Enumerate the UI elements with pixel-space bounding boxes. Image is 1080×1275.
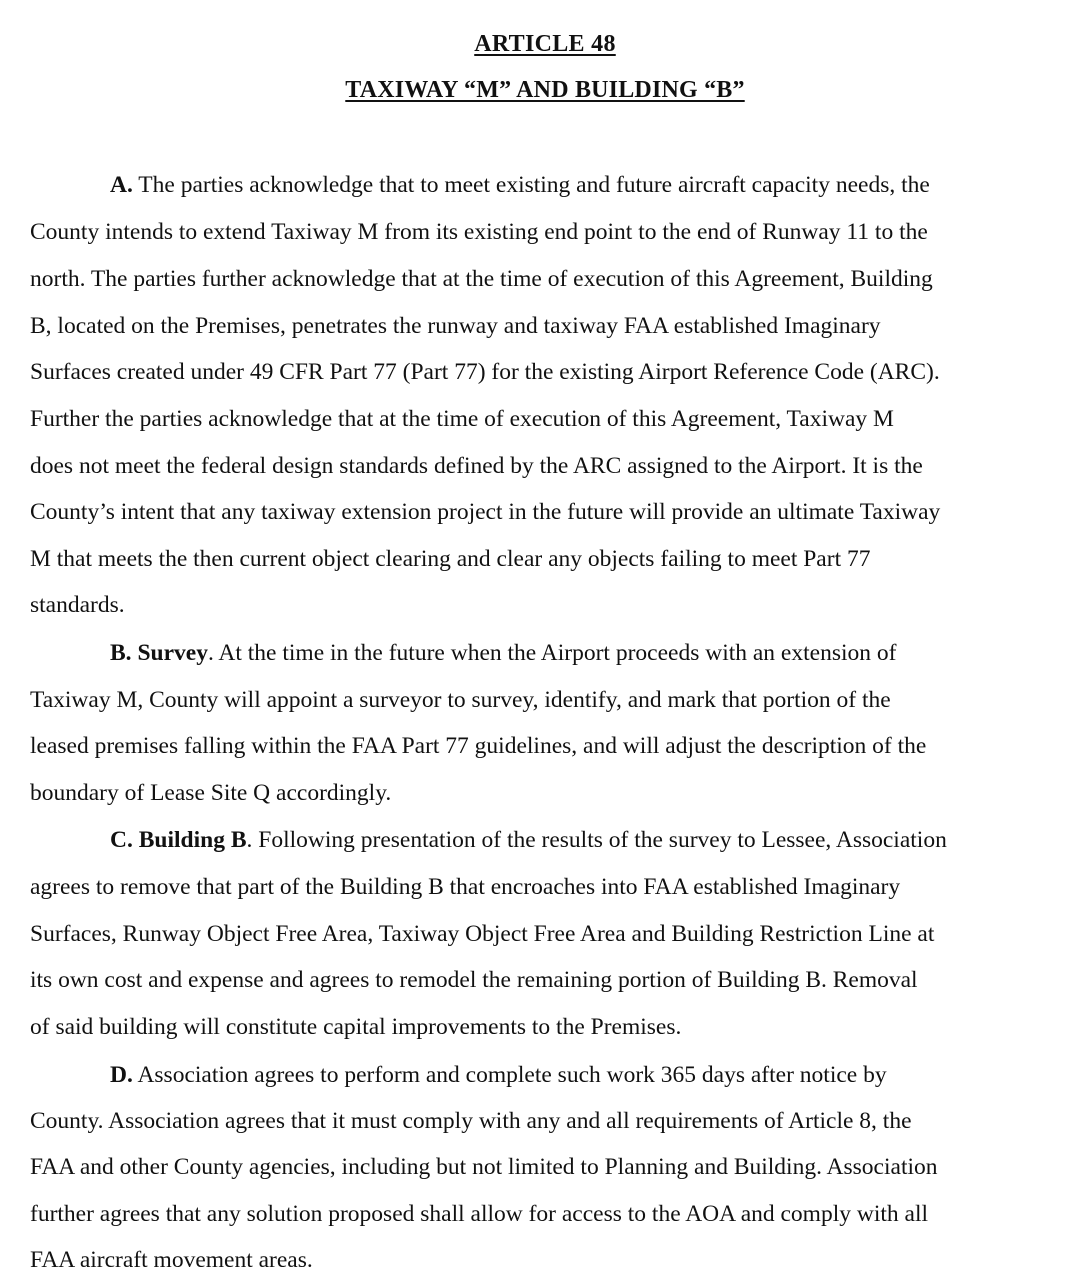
article-subtitle: TAXIWAY “M” AND BUILDING “B” — [345, 77, 745, 103]
section-a-line-5: Surfaces created under 49 CFR Part 77 (Part 77) for the existing Airport Reference Code (ARC). — [30, 359, 940, 385]
section-a-line-1: A. The parties acknowledge that to meet existing and future aircraft capacity needs, the — [110, 172, 930, 198]
section-a-line-8: County’s intent that any taxiway extension project in the future will provide an ultimate Taxiway — [30, 499, 941, 525]
section-b-line-2: Taxiway M, County will appoint a surveyor to survey, identify, and mark that portion of the — [30, 687, 891, 713]
section-a-line-10: standards. — [30, 592, 125, 618]
section-c-label: C. — [110, 827, 133, 853]
article-title: ARTICLE 48 — [474, 31, 616, 57]
section-b-heading: Survey — [137, 640, 208, 666]
section-c-line-1: C. Building B. Following presentation of the results of the survey to Lessee, Association — [110, 827, 947, 853]
section-d-line-1: D. Association agrees to perform and complete such work 365 days after notice by — [110, 1062, 887, 1088]
section-a-line-9: M that meets the then current object clearing and clear any objects failing to meet Part 77 — [30, 546, 871, 572]
section-d-line-4: further agrees that any solution proposed shall allow for access to the AOA and comply with all — [30, 1201, 929, 1227]
section-c-line-2: agrees to remove that part of the Building B that encroaches into FAA established Imaginary — [30, 874, 901, 900]
section-d-line-3: FAA and other County agencies, including but not limited to Planning and Building. Association — [30, 1154, 938, 1180]
section-d-line-5: FAA aircraft movement areas. — [30, 1247, 313, 1273]
section-c-heading: Building B — [138, 827, 247, 853]
section-b-line-3: leased premises falling within the FAA Part 77 guidelines, and will adjust the description of the — [30, 733, 927, 759]
section-d-line-2: County. Association agrees that it must comply with any and all requirements of Article 8, the — [30, 1108, 912, 1134]
section-a-label: A. — [110, 172, 133, 198]
section-d-label: D. — [110, 1062, 133, 1088]
section-c-line-3: Surfaces, Runway Object Free Area, Taxiway Object Free Area and Building Restriction Line at — [30, 921, 935, 947]
section-a-line-2: County intends to extend Taxiway M from its existing end point to the end of Runway 11 to the — [30, 219, 928, 245]
section-a-line-3: north. The parties further acknowledge that at the time of execution of this Agreement, Building — [30, 266, 933, 292]
section-b-label: B. — [110, 640, 132, 666]
section-c-line-5: of said building will constitute capital improvements to the Premises. — [30, 1014, 682, 1040]
section-b-line-1: B. Survey. At the time in the future when the Airport proceeds with an extension of — [110, 640, 897, 666]
section-a-line-7: does not meet the federal design standards defined by the ARC assigned to the Airport. It is the — [30, 453, 923, 479]
section-a-line-4: B, located on the Premises, penetrates the runway and taxiway FAA established Imaginary — [30, 313, 881, 339]
section-a-line-6: Further the parties acknowledge that at the time of execution of this Agreement, Taxiway M — [30, 406, 894, 432]
section-b-line-4: boundary of Lease Site Q accordingly. — [30, 780, 392, 806]
section-c-line-4: its own cost and expense and agrees to remodel the remaining portion of Building B. Removal — [30, 967, 918, 993]
